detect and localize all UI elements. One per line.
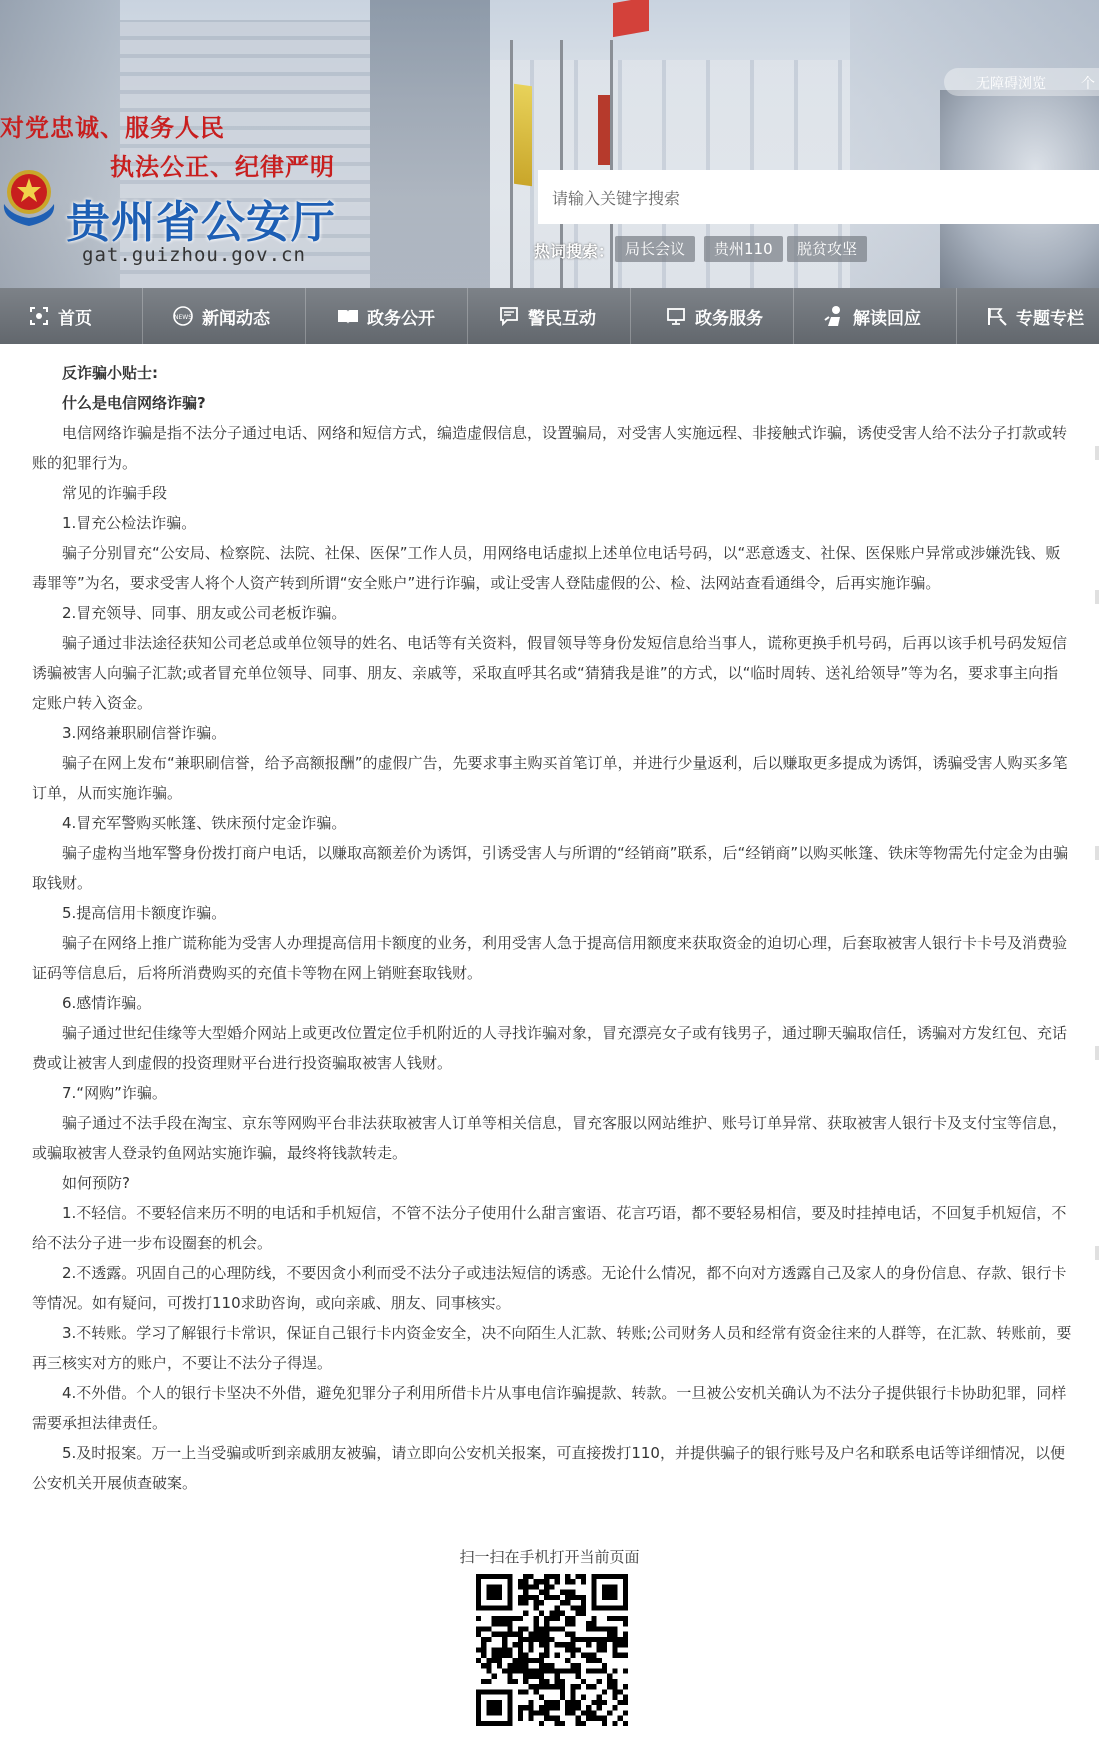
svg-text:NEWS: NEWS [173,314,193,321]
slogan-line1: 对党忠诚、服务人民 [0,113,225,142]
nav-divider [467,288,468,344]
article-paragraph: 2.不透露。巩固自己的心理防线，不要因贪小利而受不法分子或违法短信的诱惑。无论什么情况，都不向对方透露自己及家人的身份信息、存款、银行卡等情况。如有疑问，可拨打110求助咨询，或向亲戚、朋友、同事核实。 [32,1264,1067,1312]
person-icon [823,305,845,327]
article-paragraph: 骗子分别冒充“公安局、检察院、法院、社保、医保”工作人员，用网络电话虚拟上述单位电话号码，以“恶意透支、社保、医保账户异常或涉嫌洗钱、贩毒罪等”为名，要求受害人将个人资产转到所谓“安全账户”进行诈骗，或让受害人登陆虚假的公、检、法网站查看通缉令，后再实施诈骗。 [32,544,1061,592]
flag-red [613,0,649,37]
site-domain: gat.guizhou.gov.cn [82,244,306,266]
edge-marker [1095,590,1099,604]
nav-item-interpretation[interactable] [823,288,921,344]
nav-item-label: 专题专栏 [1016,308,1084,329]
nav-divider [142,288,143,344]
article-item-title: 5.提高信用卡额度诈骗。 [62,904,227,922]
article-content [32,358,1072,1498]
nav-item-topics[interactable] [986,288,1084,344]
article-paragraph: 1.不轻信。不要轻信来历不明的电话和手机短信，不管不法分子使用什么甜言蜜语、花言巧语，都不要轻易相信，要及时挂掉电话，不回复手机短信，不给不法分子进一步布设圈套的机会。 [32,1204,1067,1252]
flag-icon [986,305,1008,327]
header-banner [0,0,1099,288]
news-icon [172,305,194,327]
article-paragraph: 3.不转账。学习了解银行卡常识，保证自己银行卡内资金安全，决不向陌生人汇款、转账;公司财务人员和经常有资金往来的人群等，在汇款、转账前，要再三核实对方的账户，不要让不法分子得逞。 [32,1324,1072,1372]
article-item-title: 4.冒充军警购买帐篷、铁床预付定金诈骗。 [62,814,347,832]
accessibility-link[interactable]: 无障碍浏览 [976,76,1046,92]
nav-item-home[interactable] [28,288,92,344]
search-input[interactable] [550,170,1094,226]
article-section-title: 如何预防? [62,1174,130,1192]
accessibility-bar[interactable] [944,68,1099,96]
accessibility-more-link[interactable]: 个 [1081,76,1095,92]
nav-item-label: 新闻动态 [202,308,270,329]
article-item-title: 6.感情诈骗。 [62,994,152,1012]
nav-divider [630,288,631,344]
nav-item-gov-info[interactable] [337,288,435,344]
nav-item-label: 警民互动 [528,308,596,329]
hot-tag[interactable]: 脱贫攻坚 [787,236,867,262]
edge-marker [1095,446,1099,460]
article-paragraph: 骗子在网上发布“兼职刷信誉，给予高额报酬”的虚假广告，先要求事主购买首笔订单，并进行少量返利，后以赚取更多提成为诱饵，诱骗受害人购买多笔订单，从而实施诈骗。 [32,754,1068,802]
article-paragraph: 骗子在网络上推广谎称能为受害人办理提高信用卡额度的业务，利用受害人急于提高信用额度来获取资金的迫切心理，后套取被害人银行卡卡号及消费验证码等信息后，后将所消费购买的充值卡等物在网上销赃套取钱财。 [32,934,1068,982]
police-emblem-icon [0,166,60,228]
article-heading: 反诈骗小贴士: [62,364,158,382]
nav-item-label: 政务服务 [695,308,763,329]
qr-code-icon [476,1574,628,1726]
nav-divider [956,288,957,344]
monitor-icon [665,305,687,327]
article-section-title: 常见的诈骗手段 [62,484,168,502]
article-paragraph: 骗子虚构当地军警身份拨打商户电话，以赚取高额差价为诱饵，引诱受害人与所谓的“经销商”联系，后“经销商”以购买帐篷、铁床等物需先付定金为由骗取钱财。 [32,844,1069,892]
article-paragraph: 骗子通过世纪佳缘等大型婚介网站上或更改位置定位手机附近的人寻找诈骗对象，冒充漂亮女子或有钱男子，通过聊天骗取信任，诱骗对方发红包、充话费或让被害人到虚假的投资理财平台进行投资骗取被害人钱财。 [32,1024,1068,1072]
nav-item-label: 首页 [58,308,92,329]
nav-item-services[interactable] [665,288,763,344]
article-item-title: 3.网络兼职刷信誉诈骗。 [62,724,227,742]
article-paragraph: 骗子通过非法途径获知公司老总或单位领导的姓名、电话等有关资料，假冒领导等身份发短信息给当事人，谎称更换手机号码，后再以该手机号码发短信诱骗被害人向骗子汇款;或者冒充单位领导、同事、朋友、亲戚等，采取直呼其名或“猜猜我是谁”的方式，以“临时周转、送礼给领导”等为名，要求事主向指定账户转入资金。 [32,634,1068,712]
search-box [538,170,1099,224]
article-item-title: 2.冒充领导、同事、朋友或公司老板诈骗。 [62,604,347,622]
article-paragraph: 骗子通过不法手段在淘宝、京东等网购平台非法获取被害人订单等相关信息，冒充客服以网站维护、账号订单异常、获取被害人银行卡及支付宝等信息，或骗取被害人登录钓鱼网站实施诈骗，最终将钱款转走。 [32,1114,1068,1162]
hot-tag[interactable]: 贵州110 [704,236,783,262]
qr-caption: 扫一扫在手机打开当前页面 [459,1548,640,1566]
flag-red [598,95,610,165]
article-subheading: 什么是电信网络诈骗? [62,394,206,412]
nav-item-label: 解读回应 [853,308,921,329]
book-icon [337,305,359,327]
edge-marker [1095,1246,1099,1260]
home-icon [28,305,50,327]
edge-marker [1095,846,1099,860]
nav-divider [793,288,794,344]
hot-search-label: 热词搜索： [534,242,615,261]
chat-icon [498,305,520,327]
nav-item-news[interactable] [172,288,270,344]
slogan-line2: 执法公正、纪律严明 [110,152,335,181]
flag-yellow [514,84,532,187]
nav-item-interaction[interactable] [498,288,596,344]
article-paragraph: 4.不外借。个人的银行卡坚决不外借，避免犯罪分子利用所借卡片从事电信诈骗提款、转款。一旦被公安机关确认为不法分子提供银行卡协助犯罪，同样需要承担法律责任。 [32,1384,1067,1432]
article-paragraph: 电信网络诈骗是指不法分子通过电话、网络和短信方式，编造虚假信息，设置骗局，对受害人实施远程、非接触式诈骗，诱使受害人给不法分子打款或转账的犯罪行为。 [32,424,1068,472]
nav-divider [305,288,306,344]
article-paragraph: 5.及时报案。万一上当受骗或听到亲戚朋友被骗，请立即向公安机关报案，可直接拨打110，并提供骗子的银行账号及户名和联系电话等详细情况，以便公安机关开展侦查破案。 [32,1444,1065,1492]
flag-pole [510,40,513,288]
nav-item-label: 政务公开 [367,308,435,329]
banner-building [370,0,490,288]
article-item-title: 7.“网购”诈骗。 [62,1084,167,1102]
article-item-title: 1.冒充公检法诈骗。 [62,514,197,532]
edge-marker [1095,1046,1099,1060]
site-name[interactable]: 贵州省公安厅 [66,197,336,248]
main-nav [0,288,1099,344]
hot-tag[interactable]: 局长会议 [615,236,695,262]
